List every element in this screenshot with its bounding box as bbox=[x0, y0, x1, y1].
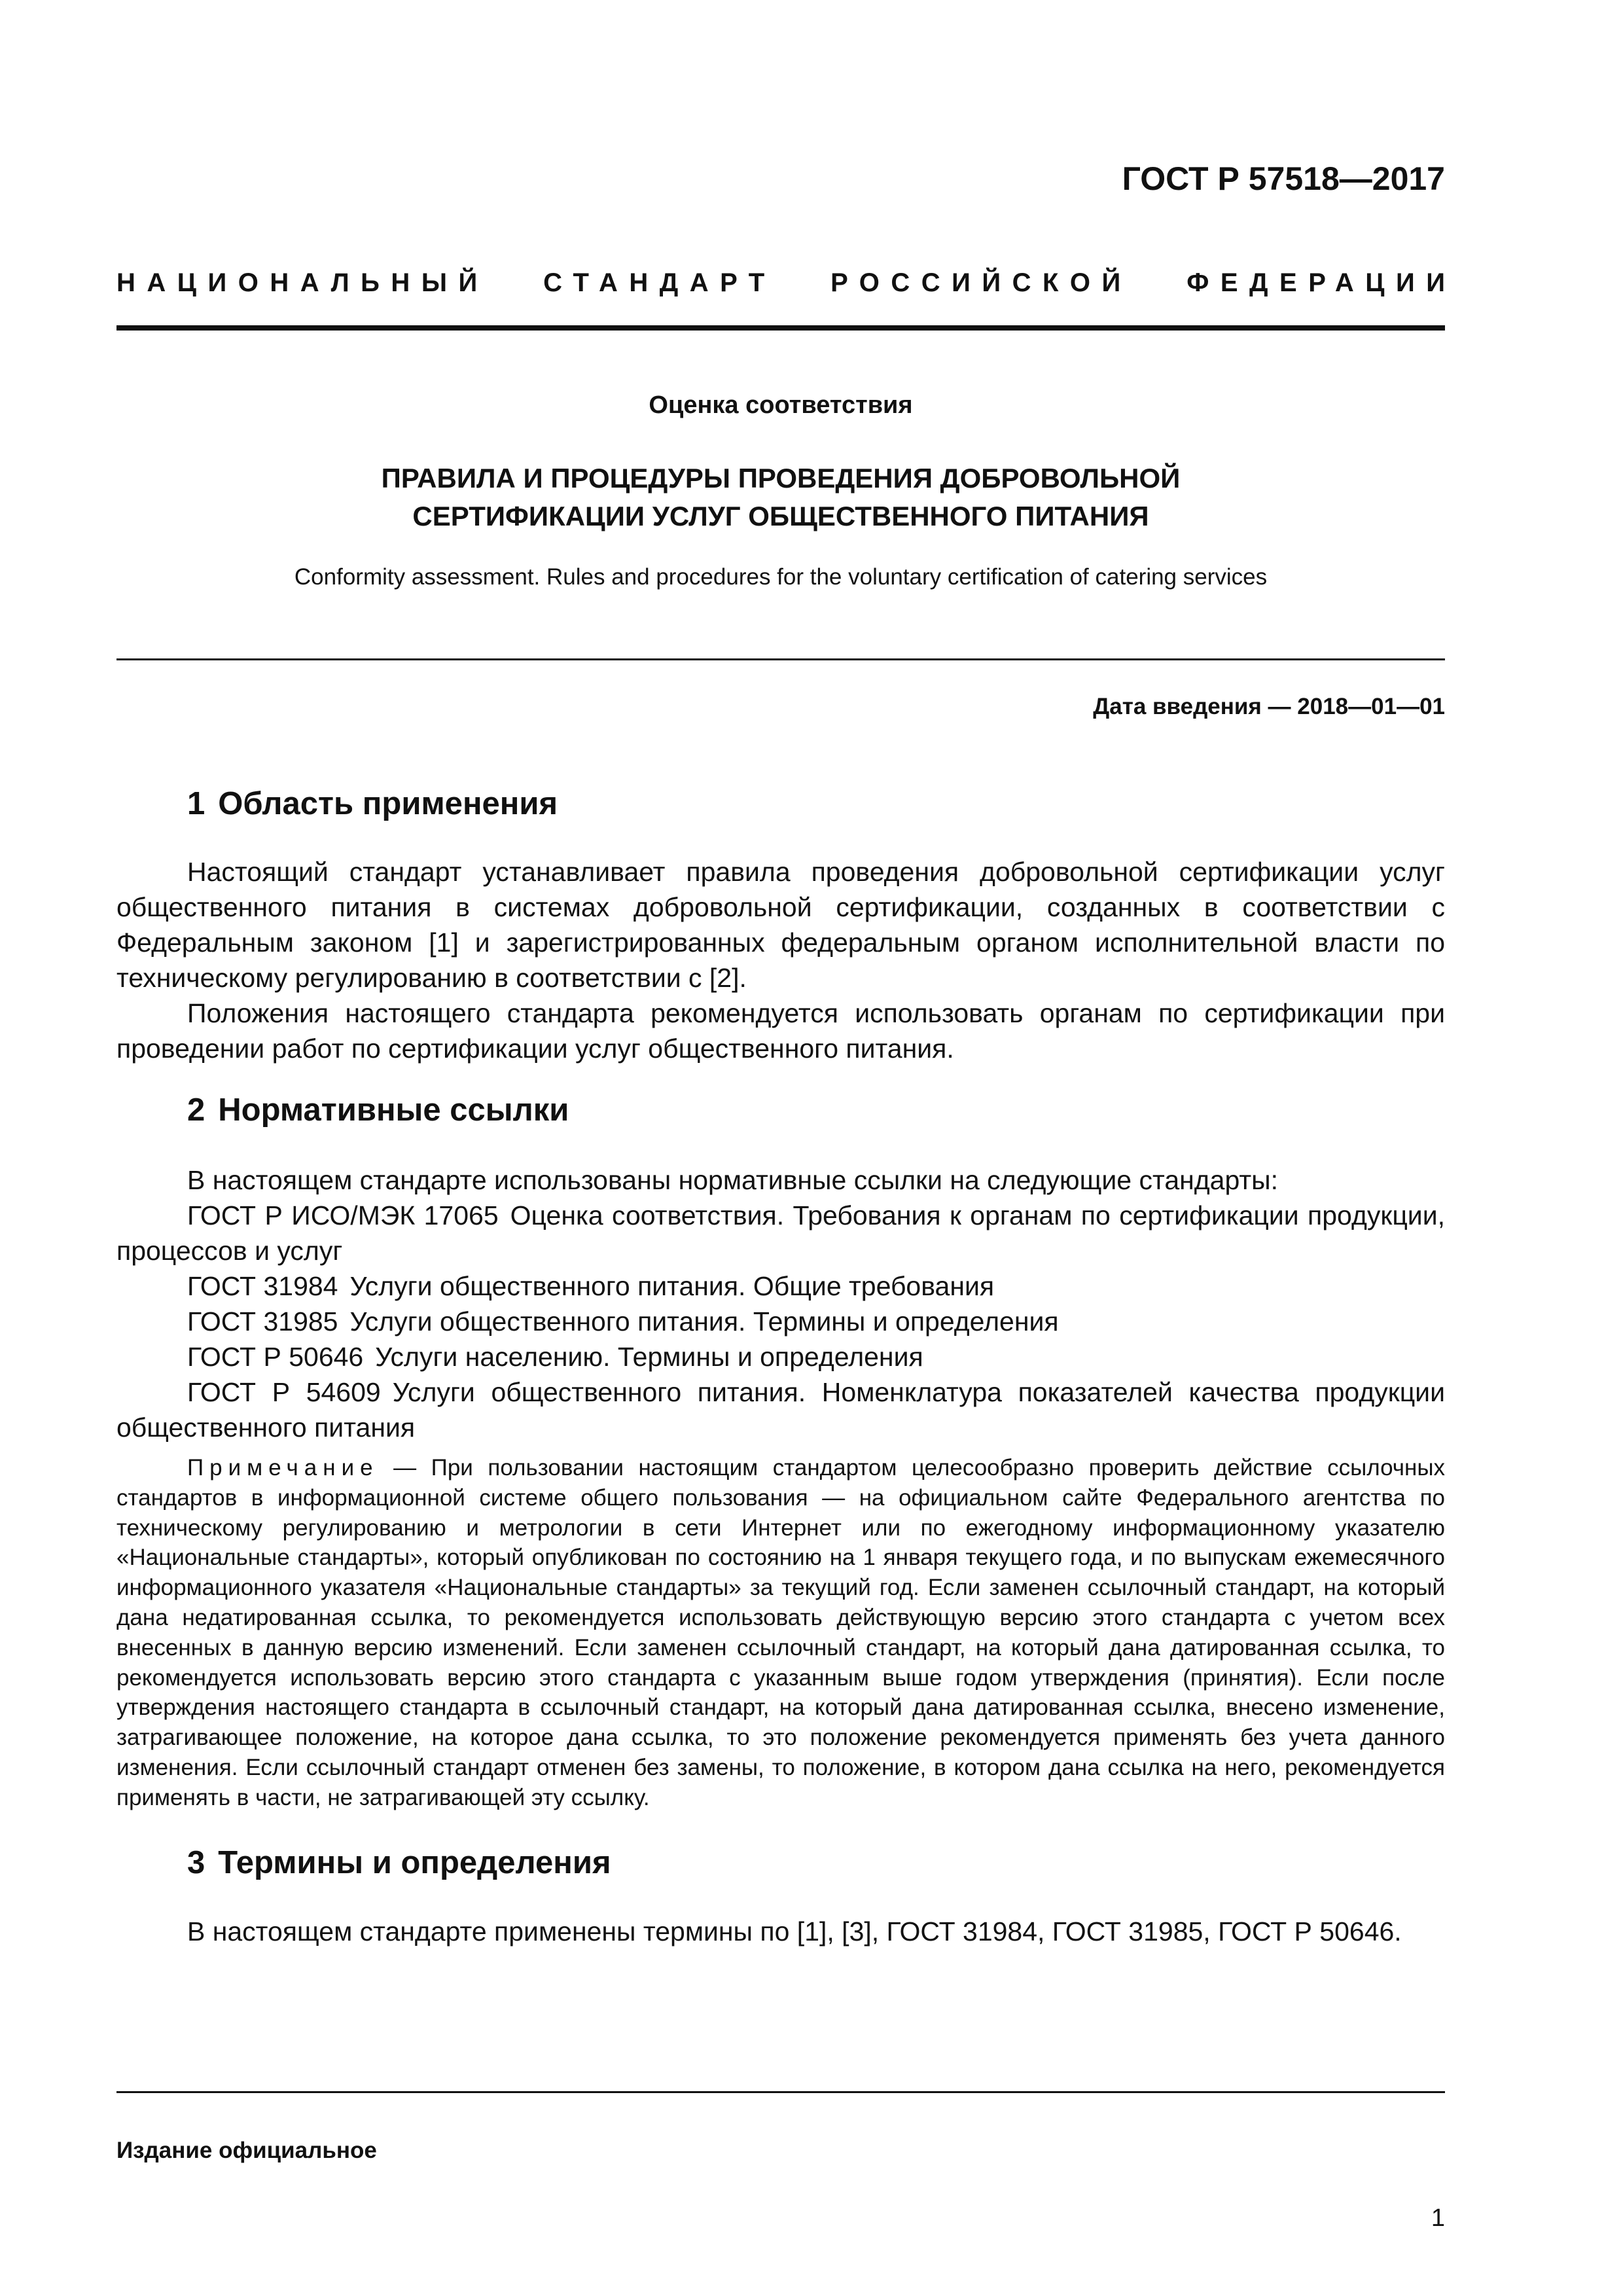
reference-code: ГОСТ 31985 bbox=[187, 1306, 338, 1336]
section-heading bbox=[187, 785, 558, 822]
section-heading bbox=[187, 1092, 569, 1128]
section-number: 3 bbox=[187, 1845, 205, 1880]
section-body bbox=[116, 854, 1445, 1066]
national-standard-header bbox=[116, 268, 1457, 298]
title-line: ПРАВИЛА И ПРОЦЕДУРЫ ПРОВЕДЕНИЯ ДОБРОВОЛЬНОЙ bbox=[381, 463, 1181, 493]
reference-code: ГОСТ Р ИСО/МЭК 17065 bbox=[187, 1200, 499, 1230]
section-number: 1 bbox=[187, 786, 205, 821]
note-label: Примечание bbox=[187, 1455, 379, 1480]
header-divider bbox=[116, 325, 1445, 331]
title-line: СЕРТИФИКАЦИИ УСЛУГ ОБЩЕСТВЕННОГО ПИТАНИЯ bbox=[412, 501, 1149, 531]
reference-item bbox=[116, 1198, 1445, 1268]
footer-divider bbox=[116, 2091, 1445, 2093]
document-title-english: Conformity assessment. Rules and procedures for the voluntary certification of catering services bbox=[294, 564, 1268, 590]
introduction-date: Дата введения — 2018—01—01 bbox=[1093, 694, 1445, 719]
references-note bbox=[116, 1453, 1445, 1813]
header-word: ФЕДЕРАЦИИ bbox=[1186, 268, 1457, 297]
reference-item bbox=[116, 1374, 1445, 1445]
reference-title: Услуги общественного питания. Термины и определения bbox=[349, 1306, 1059, 1336]
reference-item bbox=[116, 1339, 1445, 1374]
paragraph: Положения настоящего стандарта рекомендуется использовать органам по сертификации при проведении работ по сертификации услуг общественного питания. bbox=[116, 998, 1445, 1064]
section-title: Область применения bbox=[218, 786, 558, 821]
document-title bbox=[116, 459, 1445, 535]
reference-title: Услуги общественного питания. Общие требования bbox=[349, 1271, 995, 1301]
reference-title: Оценка соответствия. Требования к органам по сертификации продукции, процессов и услуг bbox=[116, 1200, 1446, 1266]
reference-title: Услуги населению. Термины и определения bbox=[375, 1342, 923, 1372]
reference-item bbox=[116, 1268, 1445, 1304]
header-word: СТАНДАРТ bbox=[543, 268, 776, 297]
reference-title: Услуги общественного питания. Номенклатура показателей качества продукции общественного питания bbox=[116, 1377, 1445, 1443]
reference-code: ГОСТ Р 54609 bbox=[187, 1377, 381, 1407]
section-heading bbox=[187, 1844, 611, 1881]
paragraph: В настоящем стандарте применены термины по [1], [3], ГОСТ 31984, ГОСТ 31985, ГОСТ Р 50646. bbox=[187, 1916, 1402, 1946]
reference-item bbox=[116, 1304, 1445, 1339]
note-text: — При пользовании настоящим стандартом целесообразно проверить действие ссылочных стандартов в информационной системе общего пользования — на официальном сайте Федерального агентства по техническому регулированию и метрологии в сети Интернет или по ежегодному информационному указателю «Национальные стандарты», который опубликован по состоянию на 1 января текущего года, и по выпускам ежемесячного информационного указателя «Национальные стандарты» за текущий год. Если заменен ссылочный стандарт, на который дана недатированная ссылка, то рекомендуется использовать действующую версию этого стандарта с учетом всех внесенных в данную версию изменений. Если заменен ссылочный стандарт, на который дана датированная ссылка, то рекомендуется использовать версию этого стандарта с указанным выше годом утверждения (принятия). Если после утверждения настоящего стандарта в ссылочный стандарт, на который дана датированная ссылка, внесено изменение, затрагивающее положение, на которое дана ссылка, то это положение рекомендуется применять без учета данного изменения. Если ссылочный стандарт отменен без замены, то положение, в котором дана ссылка на него, рекомендуется применять в части, не затрагивающей эту ссылку. bbox=[116, 1455, 1445, 1810]
header-word: РОССИЙСКОЙ bbox=[830, 268, 1132, 297]
section-title: Термины и определения bbox=[218, 1845, 611, 1880]
page-number: 1 bbox=[1431, 2204, 1445, 2232]
document-number: ГОСТ Р 57518—2017 bbox=[1122, 160, 1445, 197]
document-subject: Оценка соответствия bbox=[649, 391, 913, 419]
official-edition-label: Издание официальное bbox=[116, 2138, 377, 2163]
section-number: 2 bbox=[187, 1092, 205, 1128]
header-word: НАЦИОНАЛЬНЫЙ bbox=[116, 268, 489, 297]
section-title: Нормативные ссылки bbox=[218, 1092, 569, 1128]
title-divider bbox=[116, 658, 1445, 660]
paragraph: Настоящий стандарт устанавливает правила проведения добровольной сертификации услуг общественного питания в системах добровольной сертификации, созданных в соответствии с Федеральным законом [1] и зарегистрированных федеральным органом исполнительной власти по техническому регулированию в соответствии с [2]. bbox=[116, 857, 1445, 993]
references-intro: В настоящем стандарте использованы нормативные ссылки на следующие стандарты: bbox=[187, 1165, 1279, 1195]
normative-references bbox=[116, 1162, 1445, 1445]
reference-code: ГОСТ 31984 bbox=[187, 1271, 338, 1301]
reference-code: ГОСТ Р 50646 bbox=[187, 1342, 364, 1372]
section-body bbox=[116, 1914, 1445, 1949]
